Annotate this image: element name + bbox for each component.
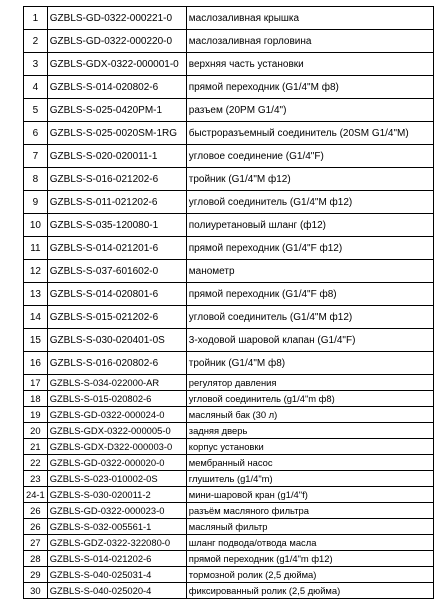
row-number-cell: 28 [24,551,48,567]
part-code-cell: GZBLS-GDX-D322-000003-0 [47,439,186,455]
part-code-cell: GZBLS-S-025-0420PM-1 [47,99,186,122]
table-row [24,423,434,439]
part-code-cell: GZBLS-S-016-021202-6 [47,168,186,191]
row-number-cell: 20 [24,423,48,439]
part-name-cell: прямой переходник (G1/4"F ф12) [186,237,433,260]
part-code-cell: GZBLS-GD-0322-000024-0 [47,407,186,423]
part-code-cell: GZBLS-GDZ-0322-322080-0 [47,535,186,551]
row-number-cell: 10 [24,214,48,237]
part-name-cell: прямой переходник (g1/4"m ф12) [186,551,433,567]
part-code-cell: GZBLS-S-016-020802-6 [47,352,186,375]
part-code-cell: GZBLS-GDX-0322-000005-0 [47,423,186,439]
row-number-cell: 7 [24,145,48,168]
row-number-cell: 17 [24,375,48,391]
table-row [24,145,434,168]
row-number-cell: 27 [24,535,48,551]
part-code-cell: GZBLS-S-032-005561-1 [47,519,186,535]
part-name-cell: угловой соединитель (g1/4"m ф8) [186,391,433,407]
row-number-cell: 3 [24,53,48,76]
part-name-cell: маслозаливная крышка [186,7,433,30]
part-code-cell: GZBLS-S-025-0020SM-1RG [47,122,186,145]
table-row [24,214,434,237]
row-number-cell: 11 [24,237,48,260]
part-code-cell: GZBLS-S-030-020401-0S [47,329,186,352]
part-name-cell: 3-ходовой шаровой клапан (G1/4"F) [186,329,433,352]
row-number-cell: 2 [24,30,48,53]
parts-table [23,6,434,599]
row-number-cell: 1 [24,7,48,30]
part-code-cell: GZBLS-S-035-120080-1 [47,214,186,237]
row-number-cell: 8 [24,168,48,191]
part-name-cell: мини-шаровой кран (g1/4"f) [186,487,433,503]
table-row [24,283,434,306]
part-name-cell: корпус установки [186,439,433,455]
part-name-cell: верхняя часть установки [186,53,433,76]
row-number-cell: 12 [24,260,48,283]
table-row [24,76,434,99]
part-code-cell: GZBLS-S-040-025020-4 [47,583,186,599]
table-row [24,30,434,53]
part-name-cell: тройник (G1/4"M ф8) [186,352,433,375]
part-name-cell: полиуретановый шланг (ф12) [186,214,433,237]
table-row [24,391,434,407]
part-name-cell: манометр [186,260,433,283]
table-row [24,455,434,471]
part-name-cell: шланг подвода/отвода масла [186,535,433,551]
part-name-cell: быстроразъемный соединитель (20SM G1/4"M) [186,122,433,145]
table-row [24,122,434,145]
part-name-cell: масляный фильтр [186,519,433,535]
part-name-cell: прямой переходник (G1/4"M ф8) [186,76,433,99]
part-name-cell: тормозной ролик (2,5 дюйма) [186,567,433,583]
part-code-cell: GZBLS-S-014-021201-6 [47,237,186,260]
part-name-cell: прямой переходник (G1/4"F ф8) [186,283,433,306]
part-code-cell: GZBLS-S-030-020011-2 [47,487,186,503]
table-row [24,352,434,375]
part-code-cell: GZBLS-GD-0322-000023-0 [47,503,186,519]
part-code-cell: GZBLS-GDX-0322-000001-0 [47,53,186,76]
part-name-cell: глушитель (g1/4"m) [186,471,433,487]
table-row [24,191,434,214]
row-number-cell: 29 [24,567,48,583]
row-number-cell: 19 [24,407,48,423]
part-name-cell: разъём масляного фильтра [186,503,433,519]
row-number-cell: 26 [24,519,48,535]
row-number-cell: 23 [24,471,48,487]
row-number-cell: 13 [24,283,48,306]
part-code-cell: GZBLS-S-034-022000-AR [47,375,186,391]
part-name-cell: маслозаливная горловина [186,30,433,53]
part-code-cell: GZBLS-S-023-010002-0S [47,471,186,487]
part-name-cell: угловой соединитель (G1/4"M ф12) [186,191,433,214]
part-name-cell: тройник (G1/4"M ф12) [186,168,433,191]
parts-table-body [24,7,434,599]
table-row [24,7,434,30]
part-name-cell: регулятор давления [186,375,433,391]
row-number-cell: 30 [24,583,48,599]
row-number-cell: 22 [24,455,48,471]
part-code-cell: GZBLS-GD-0322-000020-0 [47,455,186,471]
part-code-cell: GZBLS-S-037-601602-0 [47,260,186,283]
row-number-cell: 18 [24,391,48,407]
part-code-cell: GZBLS-GD-0322-000220-0 [47,30,186,53]
part-name-cell: задняя дверь [186,423,433,439]
row-number-cell: 26 [24,503,48,519]
table-row [24,99,434,122]
part-code-cell: GZBLS-S-014-020802-6 [47,76,186,99]
part-code-cell: GZBLS-S-014-020801-6 [47,283,186,306]
table-row [24,471,434,487]
table-row [24,306,434,329]
table-row [24,583,434,599]
part-code-cell: GZBLS-S-040-025031-4 [47,567,186,583]
table-row [24,53,434,76]
table-row [24,519,434,535]
part-name-cell: мембранный насос [186,455,433,471]
part-name-cell: масляный бак (30 л) [186,407,433,423]
part-code-cell: GZBLS-S-014-021202-6 [47,551,186,567]
table-row [24,503,434,519]
row-number-cell: 21 [24,439,48,455]
table-row [24,567,434,583]
row-number-cell: 6 [24,122,48,145]
part-name-cell: угловой соединитель (G1/4"M ф12) [186,306,433,329]
part-code-cell: GZBLS-S-020-020011-1 [47,145,186,168]
part-name-cell: фиксированный ролик (2,5 дюйма) [186,583,433,599]
table-row [24,329,434,352]
table-row [24,168,434,191]
table-row [24,237,434,260]
table-row [24,487,434,503]
row-number-cell: 15 [24,329,48,352]
part-code-cell: GZBLS-S-015-020802-6 [47,391,186,407]
row-number-cell: 5 [24,99,48,122]
table-row [24,260,434,283]
table-row [24,407,434,423]
part-code-cell: GZBLS-S-015-021202-6 [47,306,186,329]
part-name-cell: угловое соединение (G1/4"F) [186,145,433,168]
table-row [24,375,434,391]
table-row [24,551,434,567]
part-code-cell: GZBLS-GD-0322-000221-0 [47,7,186,30]
table-row [24,439,434,455]
table-row [24,535,434,551]
part-name-cell: разъем (20PM G1/4") [186,99,433,122]
row-number-cell: 14 [24,306,48,329]
row-number-cell: 16 [24,352,48,375]
row-number-cell: 4 [24,76,48,99]
part-code-cell: GZBLS-S-011-021202-6 [47,191,186,214]
row-number-cell: 9 [24,191,48,214]
row-number-cell: 24-1 [24,487,48,503]
